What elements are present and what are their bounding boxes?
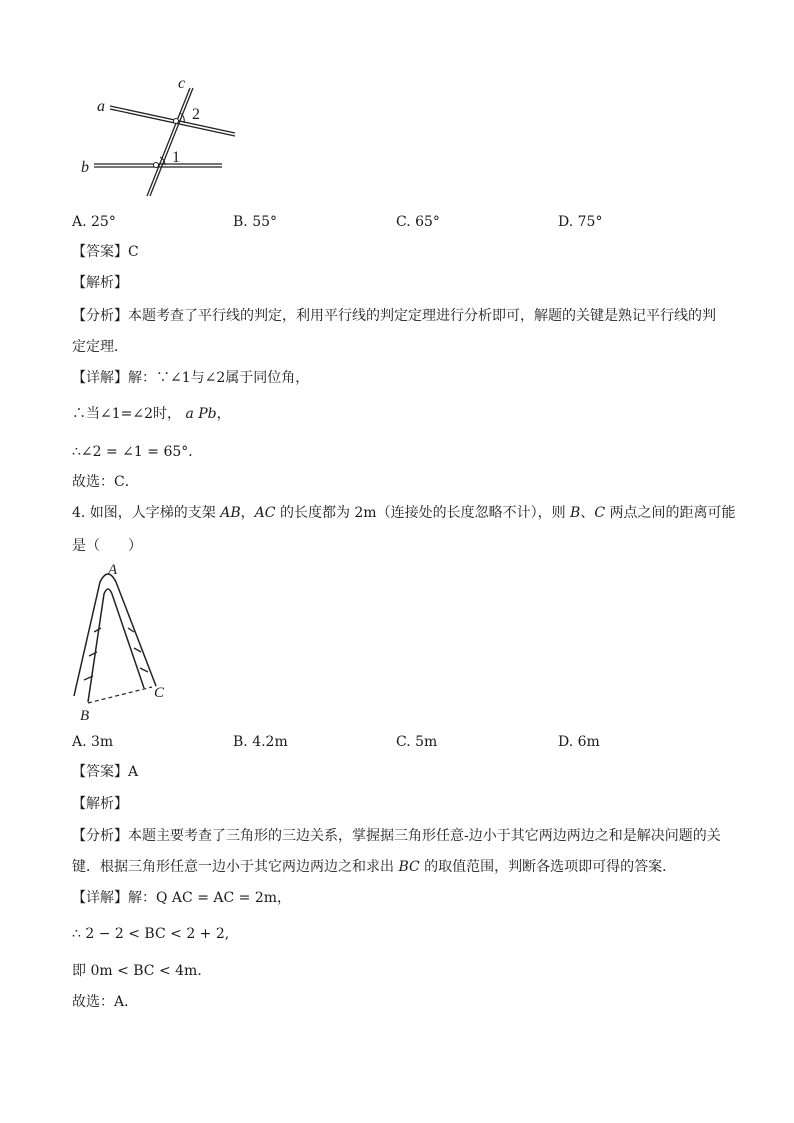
q3-option-a: A. 25° xyxy=(72,214,116,230)
q4-option-c: C. 5m xyxy=(396,734,438,750)
q4-analysis-line-2 xyxy=(72,857,676,877)
q4-stem-part-3: 两点之间的距离可能 xyxy=(605,505,736,521)
q4-stem-part-2: 的长度都为 2m（连接处的长度忽略不计），则 xyxy=(275,505,571,521)
q4-option-b: B. 4.2m xyxy=(233,734,288,750)
label-angle-2: 2 xyxy=(192,106,200,123)
q3-detail-line-3: ∴∠2 = ∠1 = 65°． xyxy=(72,444,203,460)
q4-option-a: A. 3m xyxy=(72,734,114,750)
q4-detail-line-1: 【详解】解：Q AC = AC = 2m， xyxy=(72,890,292,906)
q3-detail-line-1: 【详解】解：∵∠1与∠2属于同位角， xyxy=(72,370,310,386)
q4-stem-line-2: 是（ ） xyxy=(72,538,142,554)
ladder-figure xyxy=(66,560,186,725)
q4-analysis-line-1: 【分析】本题主要考查了三角形的三边关系，掌握据三角形任意-边小于其它两边两边之和是解决问题的关 xyxy=(72,828,721,844)
label-angle-1: 1 xyxy=(172,149,180,166)
q4-detail-line-3: 即 0m < BC < 4m． xyxy=(72,963,212,979)
q3-detail-line-2-text: ∴当∠1=∠2时， xyxy=(72,406,182,422)
q4-answer: 【答案】A xyxy=(72,764,139,780)
q4-stem-part-1: 4. 如图，人字梯的支架 xyxy=(72,505,221,521)
q3-option-b: B. 55° xyxy=(233,214,278,230)
label-A: A xyxy=(108,562,118,578)
q3-detail-line-2 xyxy=(72,404,231,424)
q4-analysis-line-2-text: 键．根据三角形任意一边小于其它两边两边之和求出 xyxy=(72,859,399,875)
q4-analysis-bc: BC xyxy=(398,859,420,875)
q4-analysis-line-2-tail: 的取值范围，判断各选项即可得的答案． xyxy=(419,859,677,875)
q4-detail-line-2: ∴ 2 − 2 < BC < 2 + 2, xyxy=(72,926,230,942)
label-c: c xyxy=(178,75,186,92)
q4-option-d: D. 6m xyxy=(558,734,600,750)
q4-choice: 故选：A． xyxy=(72,994,139,1010)
q4-stem-line-1 xyxy=(72,503,736,523)
q3-analysis-line-2: 定定理． xyxy=(72,339,128,355)
label-b: b xyxy=(81,159,89,176)
label-C: C xyxy=(154,685,165,701)
q3-choice: 故选：C． xyxy=(72,474,139,490)
q4-analysis-header: 【解析】 xyxy=(72,796,128,812)
label-B: B xyxy=(80,708,90,724)
q4-stem-ab: AB xyxy=(220,505,241,521)
q3-option-c: C. 65° xyxy=(396,214,440,230)
parallel-lines-figure xyxy=(72,74,252,202)
q3-option-d: D. 75° xyxy=(558,214,603,230)
q3-analysis-line-1: 【分析】本题考查了平行线的判定，利用平行线的判定定理进行分析即可，解题的关键是熟记平行线的判 xyxy=(72,308,716,324)
q4-stem-b: B xyxy=(570,505,581,521)
q3-analysis-header: 【解析】 xyxy=(72,275,128,291)
q4-stem-comma: ， xyxy=(240,505,255,521)
q4-stem-c: C xyxy=(594,505,606,521)
q4-stem-sep: 、 xyxy=(580,505,595,521)
q3-parallel-expression: a Pb xyxy=(185,406,217,422)
q3-detail-line-2-comma: ， xyxy=(216,406,231,422)
q4-stem-ac: AC xyxy=(254,505,276,521)
q3-answer: 【答案】C xyxy=(72,244,139,260)
label-a: a xyxy=(97,98,105,115)
